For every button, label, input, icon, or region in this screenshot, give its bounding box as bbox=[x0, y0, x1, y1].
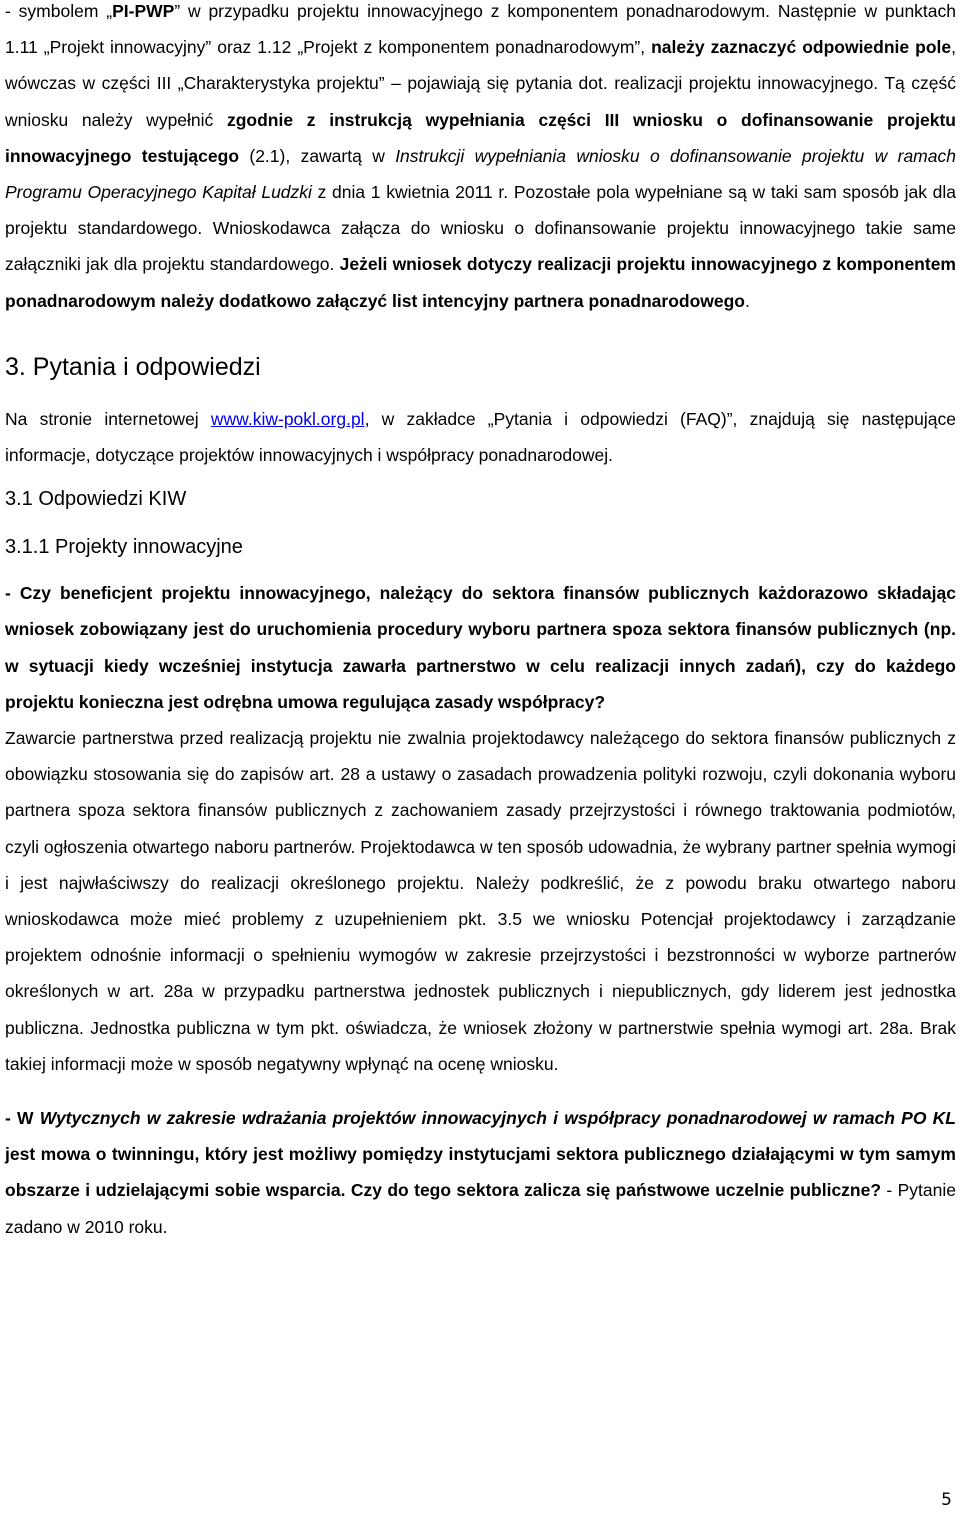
intro-text-2: ” w przypadku projektu innowacyjnego z komponentem ponadnarodowym. Następnie w punktach 1.11 „Projekt innowacyjny” oraz 1.12 „Projekt z komponentem ponadnarodowym”, bbox=[5, 1, 957, 58]
section-3-text-1: Na stronie internetowej bbox=[5, 408, 211, 429]
intro-text-4: (2.1), zawartą w bbox=[239, 145, 396, 166]
question-2 bbox=[5, 1100, 956, 1245]
question-2-note: - Pytanie zadano w 2010 roku. bbox=[5, 1180, 956, 1237]
intro-text-5: z dnia 1 kwietnia 2011 r. Pozostałe pola wypełniane są w taki sam sposób jak dla projektu standardowego. Wnioskodawca załącza do wniosku o dofinansowanie projektu innowacyjnego takie same załączniki jak dla projektu standardowego. bbox=[5, 182, 956, 275]
question-1-text: - Czy beneficjent projektu innowacyjnego, należący do sektora finansów publicznych każdorazowo składając wniosek zobowiązany jest do uruchomienia procedury wyboru partnera spoza sektora finansów publicznych (np. w sytuacji kiedy wcześniej instytucja zawarła partnerstwo w celu realizacji innych zadań), czy do każdego projektu konieczna jest odrębna umowa regulująca zasady współpracy? bbox=[5, 583, 956, 712]
intro-italic-title: Instrukcji wypełniania wniosku o dofinansowanie projektu w ramach Programu Operacyjnego Kapitał Ludzki bbox=[5, 145, 956, 203]
intro-bold-requirement: Jeżeli wniosek dotyczy realizacji projektu innowacyjnego z komponentem ponadnarodowym należy dodatkowo załączyć list intencyjny partnera ponadnarodowego bbox=[5, 254, 956, 311]
document-page bbox=[5, 0, 956, 1245]
section-3-text-2: , w zakładce „Pytania i odpowiedzi (FAQ)”, znajdują się następujące informacje, dotyczące projektów innowacyjnych i współpracy ponadnarodowej. bbox=[5, 408, 956, 466]
question-2-text-2: jest mowa o twinningu, który jest możliwy pomiędzy instytucjami sektora publicznego działającymi w tym samym obszarze i udzielającymi sobie wsparcia. Czy do tego sektora zalicza się państwowe uczelnie publiczne? bbox=[5, 1144, 956, 1201]
intro-bold-instruction: zgodnie z instrukcją wypełniania części III wniosku o dofinansowanie projektu innowacyjnego testującego bbox=[5, 109, 956, 166]
section-3-1-1-heading: 3.1.1 Projekty innowacyjne bbox=[5, 536, 243, 559]
section-3-paragraph bbox=[5, 401, 956, 473]
page-number: 5 bbox=[941, 1490, 952, 1510]
kiw-website-link[interactable]: www.kiw-pokl.org.pl bbox=[210, 408, 365, 429]
question-2-italic-title: Wytycznych w zakresie wdrażania projektów innowacyjnych i współpracy ponadnarodowej w ramach PO KL bbox=[39, 1108, 956, 1129]
question-2-text-1: - W bbox=[5, 1108, 40, 1129]
intro-symbol: PI-PWP bbox=[112, 1, 175, 21]
question-1 bbox=[5, 575, 956, 720]
section-3-1-heading: 3.1 Odpowiedzi KIW bbox=[5, 488, 187, 511]
section-3-heading: 3. Pytania i odpowiedzi bbox=[5, 352, 261, 381]
intro-paragraph bbox=[5, 0, 956, 319]
intro-text-3: , wówczas w części III „Charakterystyka projektu” – pojawiają się pytania dot. realizacji projektu innowacyjnego. Tą część wniosku należy wypełnić bbox=[5, 37, 956, 130]
intro-text-6: . bbox=[745, 290, 750, 311]
intro-text-1: - symbolem „ bbox=[5, 1, 113, 21]
answer-1: Zawarcie partnerstwa przed realizacją projektu nie zwalnia projektodawcy należącego do sektora finansów publicznych z obowiązku stosowania się do zapisów art. 28 a ustawy o zasadach prowadzenia polityki rozwoju, czyli dokonania wyboru partnera spoza sektora finansów publicznych z zachowaniem zasady przejrzystości i równego traktowania podmiotów, czyli ogłoszenia otwartego naboru partnerów. Projektodawca w ten sposób udowadnia, że wybrany partner spełnia wymogi i jest najwłaściwszy do realizacji określonego projektu. Należy podkreślić, że z powodu braku otwartego naboru wnioskodawca może mieć problemy z uzupełnieniem pkt. 3.5 we wniosku Potencjał projektodawcy i zarządzanie projektem odnośnie informacji o spełnieniu wymogów w zakresie przejrzystości i bezstronności w wyborze partnerów określonych w art. 28a w przypadku partnerstwa jednostek publicznych i niepublicznych, gdy liderem jest jednostka publiczna. Jednostka publiczna w tym pkt. oświadcza, że wniosek złożony w partnerstwie spełnia wymogi art. 28a. Brak takiej informacji może w sposób negatywny wpłynąć na ocenę wniosku. bbox=[5, 728, 956, 1074]
intro-bold-field: należy zaznaczyć odpowiednie pole bbox=[651, 37, 952, 58]
